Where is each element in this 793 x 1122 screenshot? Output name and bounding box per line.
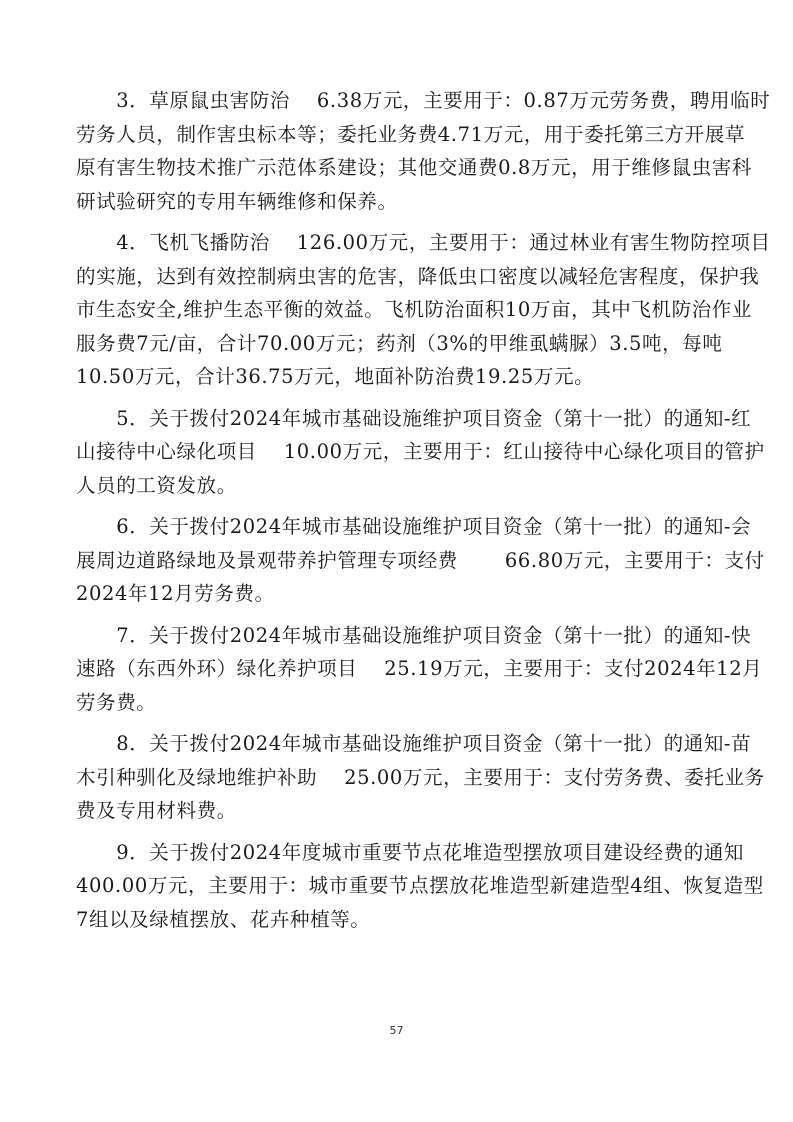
text-line: 劳务人员，制作害虫标本等；委托业务费4.71万元，用于委托第三方开展草: [76, 122, 745, 146]
text-line: 4．飞机飞播防治 126.00万元，主要用于：通过林业有害生物防控项目: [76, 231, 771, 254]
text-line: 9．关于拨付2024年度城市重要节点花堆造型摆放项目建设经费的通知: [76, 840, 745, 864]
text-line: 费及专用材料费。: [76, 799, 237, 822]
text-line: 7．关于拨付2024年城市基础设施维护项目资金（第十一批）的通知-快: [76, 623, 752, 647]
text-line: 木引种驯化及绿地维护补助 25.00万元，主要用于：支付劳务费、委托业务: [76, 765, 765, 789]
text-line: 市生态安全,维护生态平衡的效益。飞机防治面积10万亩，其中飞机防治作业: [76, 298, 753, 321]
text-line: 人员的工资发放。: [76, 473, 237, 497]
text-line: 400.00万元，主要用于：城市重要节点摆放花堆造型新建造型4组、恢复造型: [76, 874, 764, 897]
text-line: 8．关于拨付2024年城市基础设施维护项目资金（第十一批）的通知-苗: [76, 732, 752, 755]
paragraph-item-9: [76, 836, 764, 937]
paragraph-item-5: [76, 402, 765, 503]
text-line: 原有害生物技术推广示范体系建设；其他交通费0.8万元，用于维修鼠虫害科: [76, 156, 753, 179]
text-line: 山接待中心绿化项目 10.00万元，主要用于：红山接待中心绿化项目的管护: [76, 440, 765, 463]
paragraph-item-6: [76, 510, 765, 611]
page-number: 57: [389, 1024, 404, 1037]
document-body: [76, 84, 771, 936]
text-line: 研试验研究的专用车辆维修和保养。: [76, 189, 398, 213]
text-line: 3．草原鼠虫害防治 6.38万元，主要用于：0.87万元劳务费，聘用临时: [76, 89, 771, 112]
paragraph-item-7: [76, 619, 763, 720]
paragraph-item-4: [76, 226, 771, 394]
paragraph-item-3: [76, 84, 771, 218]
text-line: 2024年12月劳务费。: [76, 582, 275, 605]
paragraph-item-8: [76, 727, 765, 828]
text-line: 10.50万元，合计36.75万元，地面补防治费19.25万元。: [76, 365, 595, 388]
text-line: 劳务费。: [76, 690, 157, 714]
text-line: 展周边道路绿地及景观带养护管理专项经费 66.80万元，主要用于：支付: [76, 548, 765, 572]
text-line: 服务费7元/亩，合计70.00万元；药剂（3%的甲维虱螨脲）3.5吨，每吨: [76, 331, 723, 355]
text-line: 5．关于拨付2024年城市基础设施维护项目资金（第十一批）的通知-红: [76, 406, 752, 430]
text-line: 速路（东西外环）绿化养护项目 25.19万元，主要用于：支付2024年12月: [76, 657, 763, 680]
text-line: 7组以及绿植摆放、花卉种植等。: [76, 907, 371, 931]
text-line: 的实施，达到有效控制病虫害的危害，降低虫口密度以减轻危害程度，保护我: [76, 264, 760, 288]
text-line: 6．关于拨付2024年城市基础设施维护项目资金（第十一批）的通知-会: [76, 515, 752, 538]
